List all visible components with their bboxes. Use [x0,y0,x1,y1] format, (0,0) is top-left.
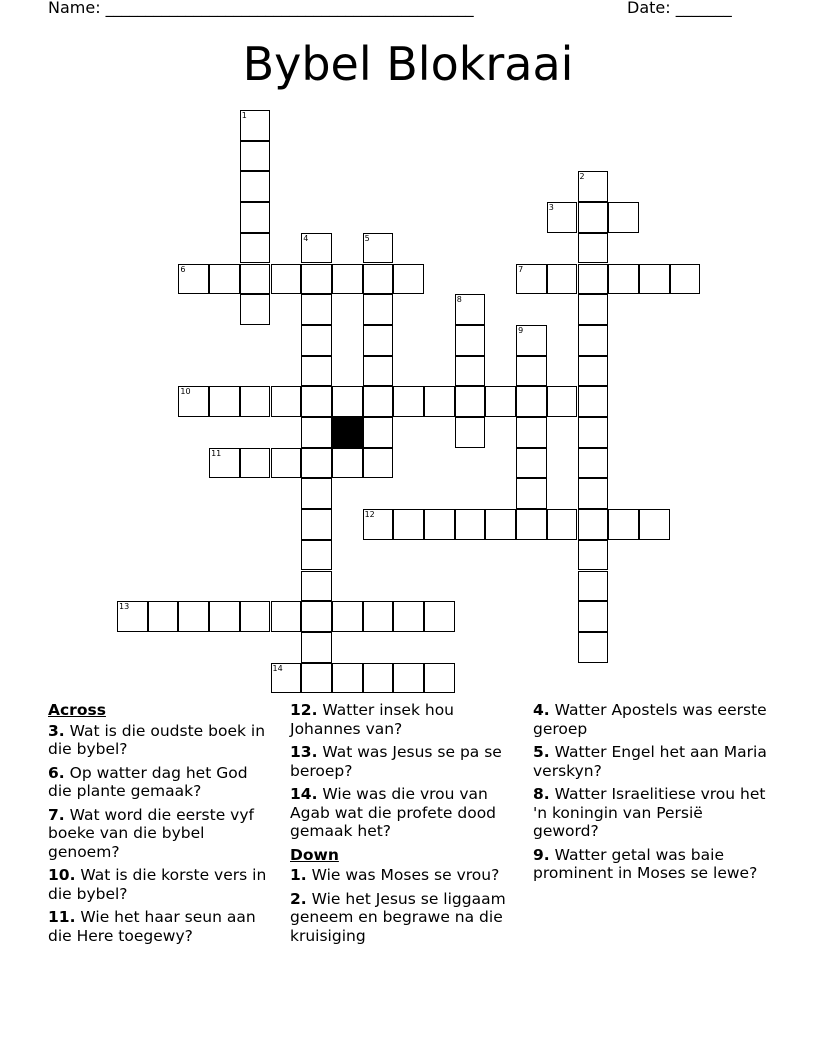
clue-number: 13. [290,743,318,761]
clue-number-label: 7 [518,264,524,274]
crossword-cell[interactable] [578,325,609,356]
clues-column-2 [290,701,526,950]
crossword-cell[interactable] [240,233,271,264]
clue-number: 4. [533,701,550,719]
crossword-cell[interactable] [301,233,332,264]
crossword-cell[interactable] [332,448,363,479]
clue-across-6 [48,764,270,801]
crossword-cell[interactable] [240,601,271,632]
across-heading: Across [48,701,106,719]
clue-number-label: 14 [272,663,283,673]
crossword-cell[interactable] [516,448,547,479]
crossword-cell[interactable] [393,663,424,694]
crossword-cell[interactable] [240,110,271,141]
clue-text: Wat word die eerste vyf boeke van die bybel genoem? [48,805,254,861]
crossword-cell[interactable] [301,356,332,387]
crossword-cell[interactable] [455,356,486,387]
crossword-cell[interactable] [578,202,609,233]
crossword-cell[interactable] [240,386,271,417]
clue-across-3 [48,722,270,759]
clue-down-2 [290,890,526,946]
crossword-cell[interactable] [547,264,578,295]
clue-down-8 [533,785,773,841]
crossword-cell[interactable] [240,171,271,202]
clue-text: Wie het haar seun aan die Here toegewy? [48,908,256,945]
clue-text: Wat is die korste vers in die bybel? [48,866,267,903]
clue-text: Wat was Jesus se pa se beroep? [290,743,502,780]
clue-number: 11. [48,908,76,926]
clue-across-10 [48,866,270,903]
crossword-cell[interactable] [332,663,363,694]
crossword-cell[interactable] [332,264,363,295]
clue-down-5 [533,743,773,780]
crossword-cell[interactable] [455,294,486,325]
crossword-cell[interactable] [578,540,609,571]
crossword-cell[interactable] [578,171,609,202]
clue-text: Op watter dag het God die plante gemaak? [48,763,248,800]
clue-number-label: 13 [119,602,130,612]
crossword-cell[interactable] [608,264,639,295]
clue-across-7 [48,806,270,862]
crossword-cell[interactable] [578,417,609,448]
crossword-cell[interactable] [516,356,547,387]
crossword-cell[interactable] [301,448,332,479]
clue-number: 12. [290,701,318,719]
crossword-cell[interactable] [363,417,394,448]
crossword-cell[interactable] [240,141,271,172]
crossword-cell[interactable] [332,601,363,632]
clue-number: 6. [48,763,65,782]
clue-number-label: 3 [548,203,554,213]
clue-number-label: 5 [364,233,370,243]
crossword-cell[interactable] [240,294,271,325]
crossword-cell[interactable] [148,601,179,632]
crossword-cell[interactable] [578,356,609,387]
crossword-cell[interactable] [485,509,516,540]
clue-text: Wie het Jesus se liggaam geneem en begrawe na die kruisiging [290,889,506,945]
crossword-cell[interactable] [578,233,609,264]
clue-text: Watter Israelitiese vrou het 'n koningin van Persië geword? [533,785,766,840]
crossword-cell[interactable] [271,386,302,417]
clue-text: Wie was Moses se vrou? [311,866,500,884]
crossword-cell[interactable] [363,509,394,540]
crossword-cell[interactable] [516,386,547,417]
clue-across-12 [290,701,526,738]
crossword-cell[interactable] [516,325,547,356]
crossword-cell[interactable] [639,264,670,295]
crossword-cell[interactable] [301,264,332,295]
crossword-cell[interactable] [178,264,209,295]
clues-column-1 [48,701,270,950]
crossword-cell[interactable] [516,417,547,448]
crossword-cell[interactable] [516,478,547,509]
clue-text: Wat is die oudste boek in die bybel? [48,721,266,758]
clue-text: Watter Apostels was eerste geroep [533,701,767,738]
clue-number: 14. [290,785,318,803]
crossword-cell[interactable] [578,478,609,509]
crossword-cell[interactable] [578,448,609,479]
crossword-cell[interactable] [455,386,486,417]
crossword-cell[interactable] [455,509,486,540]
clue-text: Watter Engel het aan Maria verskyn? [533,743,767,780]
crossword-cell[interactable] [608,202,639,233]
crossword-cell[interactable] [117,601,148,632]
clue-number-label: 2 [579,172,585,182]
clue-down-4 [533,701,773,738]
crossword-cell[interactable] [209,601,240,632]
crossword-cell[interactable] [578,632,609,663]
clue-number: 9. [533,845,550,864]
clue-number-label: 10 [180,387,191,397]
crossword-cell[interactable] [393,601,424,632]
crossword-cell[interactable] [301,509,332,540]
crossword-cell[interactable] [516,264,547,295]
clues-column-3 [533,701,773,888]
crossword-cell[interactable] [240,448,271,479]
crossword-cell[interactable] [301,417,332,448]
crossword-cell[interactable] [608,509,639,540]
crossword-cell[interactable] [578,601,609,632]
crossword-cell[interactable] [209,448,240,479]
crossword-cell[interactable] [240,202,271,233]
clue-number-label: 1 [241,111,247,120]
crossword-cell[interactable] [301,325,332,356]
crossword-cell[interactable] [363,233,394,264]
crossword-cell[interactable] [363,356,394,387]
page-title: Bybel Blokraai [242,37,574,91]
crossword-cell[interactable] [301,632,332,663]
crossword-cell[interactable] [578,571,609,602]
crossword-cell[interactable] [393,264,424,295]
crossword-cell[interactable] [424,663,455,694]
crossword-cell[interactable] [271,663,302,694]
clue-number-label: 9 [518,325,524,335]
crossword-cell[interactable] [301,478,332,509]
clue-number-label: 4 [303,233,309,243]
crossword-cell[interactable] [301,386,332,417]
crossword-cell[interactable] [578,509,609,540]
crossword-cell[interactable] [301,540,332,571]
clue-number: 2. [290,889,307,908]
clue-number: 5. [533,743,550,761]
crossword-cell[interactable] [363,448,394,479]
clue-down-9 [533,846,773,883]
clue-number: 8. [533,785,550,803]
clue-number: 7. [48,805,65,824]
crossword-cell[interactable] [301,601,332,632]
crossword-cell[interactable] [393,386,424,417]
clue-number: 10. [48,866,76,884]
crossword-cell[interactable] [240,264,271,295]
crossword-cell[interactable] [178,601,209,632]
crossword-cell[interactable] [424,386,455,417]
down-heading: Down [290,845,339,864]
crossword-cell[interactable] [639,509,670,540]
crossword-cell[interactable] [547,509,578,540]
clue-down-1 [290,866,526,885]
crossword-cell[interactable] [485,386,516,417]
crossword-cell[interactable] [209,264,240,295]
crossword-cell[interactable] [455,417,486,448]
crossword-cell[interactable] [178,386,209,417]
crossword-cell[interactable] [271,448,302,479]
crossword-cell[interactable] [516,509,547,540]
crossword-cell[interactable] [271,601,302,632]
clue-text: Wie was die vrou van Agab wat die profete dood gemaak het? [290,785,497,840]
crossword-cell[interactable] [363,663,394,694]
crossword-cell[interactable] [547,386,578,417]
date-field-label: Date: _______ [627,0,732,17]
clue-across-13 [290,743,526,780]
clue-text: Watter getal was baie prominent in Moses se lewe? [533,845,758,882]
crossword-cell[interactable] [670,264,701,295]
crossword-cell[interactable] [363,386,394,417]
crossword-cell[interactable] [424,601,455,632]
crossword-cell[interactable] [578,294,609,325]
crossword-cell[interactable] [547,202,578,233]
crossword-cell[interactable] [363,325,394,356]
clue-number: 3. [48,721,65,740]
crossword-cell[interactable] [455,325,486,356]
crossword-cell[interactable] [301,571,332,602]
crossword-cell[interactable] [332,386,363,417]
crossword-cell[interactable] [271,264,302,295]
clue-number-label: 6 [180,264,186,274]
crossword-cell[interactable] [209,386,240,417]
clue-across-11 [48,908,270,945]
clue-number: 1. [290,866,307,884]
crossword-cell[interactable] [301,294,332,325]
crossword-cell[interactable] [393,509,424,540]
crossword-cell[interactable] [301,663,332,694]
clue-number-label: 8 [456,295,462,305]
crossword-black-cell [332,417,363,448]
clue-number-label: 11 [211,448,222,458]
crossword-cell[interactable] [578,264,609,295]
clue-number-label: 12 [364,510,375,520]
name-field-label: Name: ______________________________________________ [48,0,474,17]
clue-across-14 [290,785,526,841]
crossword-cell[interactable] [578,386,609,417]
crossword-cell[interactable] [363,264,394,295]
crossword-cell[interactable] [363,601,394,632]
clue-text: Watter insek hou Johannes van? [290,701,455,738]
crossword-cell[interactable] [424,509,455,540]
crossword-cell[interactable] [363,294,394,325]
